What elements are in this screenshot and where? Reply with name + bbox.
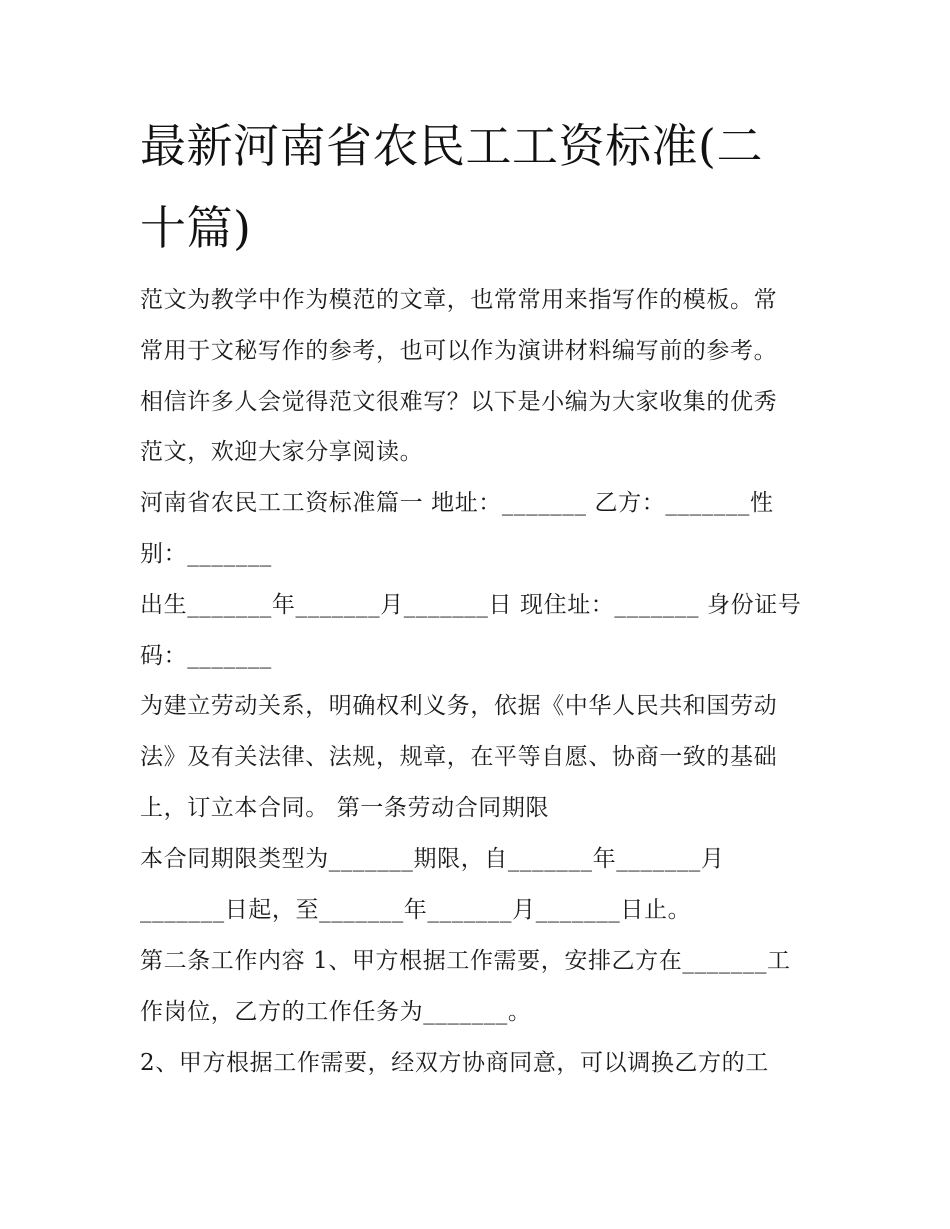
body-line: 2、甲方根据工作需要，经双方协商同意，可以调换乙方的工 <box>140 1050 769 1076</box>
document-title-line-2: 十篇) <box>140 201 252 255</box>
body-line: 本合同期限类型为_______期限，自_______年_______月 <box>140 846 725 872</box>
body-line: 别：_______ <box>140 541 272 567</box>
body-line: 为建立劳动关系，明确权利义务，依据《中华人民共和国劳动 <box>140 693 778 719</box>
body-line: 第二条工作内容 1、甲方根据工作需要，安排乙方在_______工 <box>140 948 791 974</box>
body-line: 常用于文秘写作的参考，也可以作为演讲材料编写前的参考。 <box>140 338 778 364</box>
body-line: 河南省农民工工资标准篇一 地址：_______ 乙方：_______性 <box>140 490 774 516</box>
body-line: 作岗位，乙方的工作任务为_______。 <box>140 999 532 1025</box>
body-line: 上，订立本合同。 第一条劳动合同期限 <box>140 795 550 821</box>
body-line: 法》及有关法律、法规，规章，在平等自愿、协商一致的基础 <box>140 744 778 770</box>
document-title-line-1: 最新河南省农民工工资标准(二 <box>140 119 763 173</box>
body-line: 范文，欢迎大家分享阅读。 <box>140 439 424 465</box>
body-line: _______日起，至_______年_______月_______日止。 <box>140 897 692 923</box>
body-line: 码：_______ <box>140 643 272 669</box>
body-line: 范文为教学中作为模范的文章，也常常用来指写作的模板。常 <box>140 287 778 313</box>
body-line: 相信许多人会觉得范文很难写？以下是小编为大家收集的优秀 <box>140 389 778 415</box>
body-line: 出生_______年_______月_______日 现住址：_______ 身份证号 <box>140 592 802 618</box>
